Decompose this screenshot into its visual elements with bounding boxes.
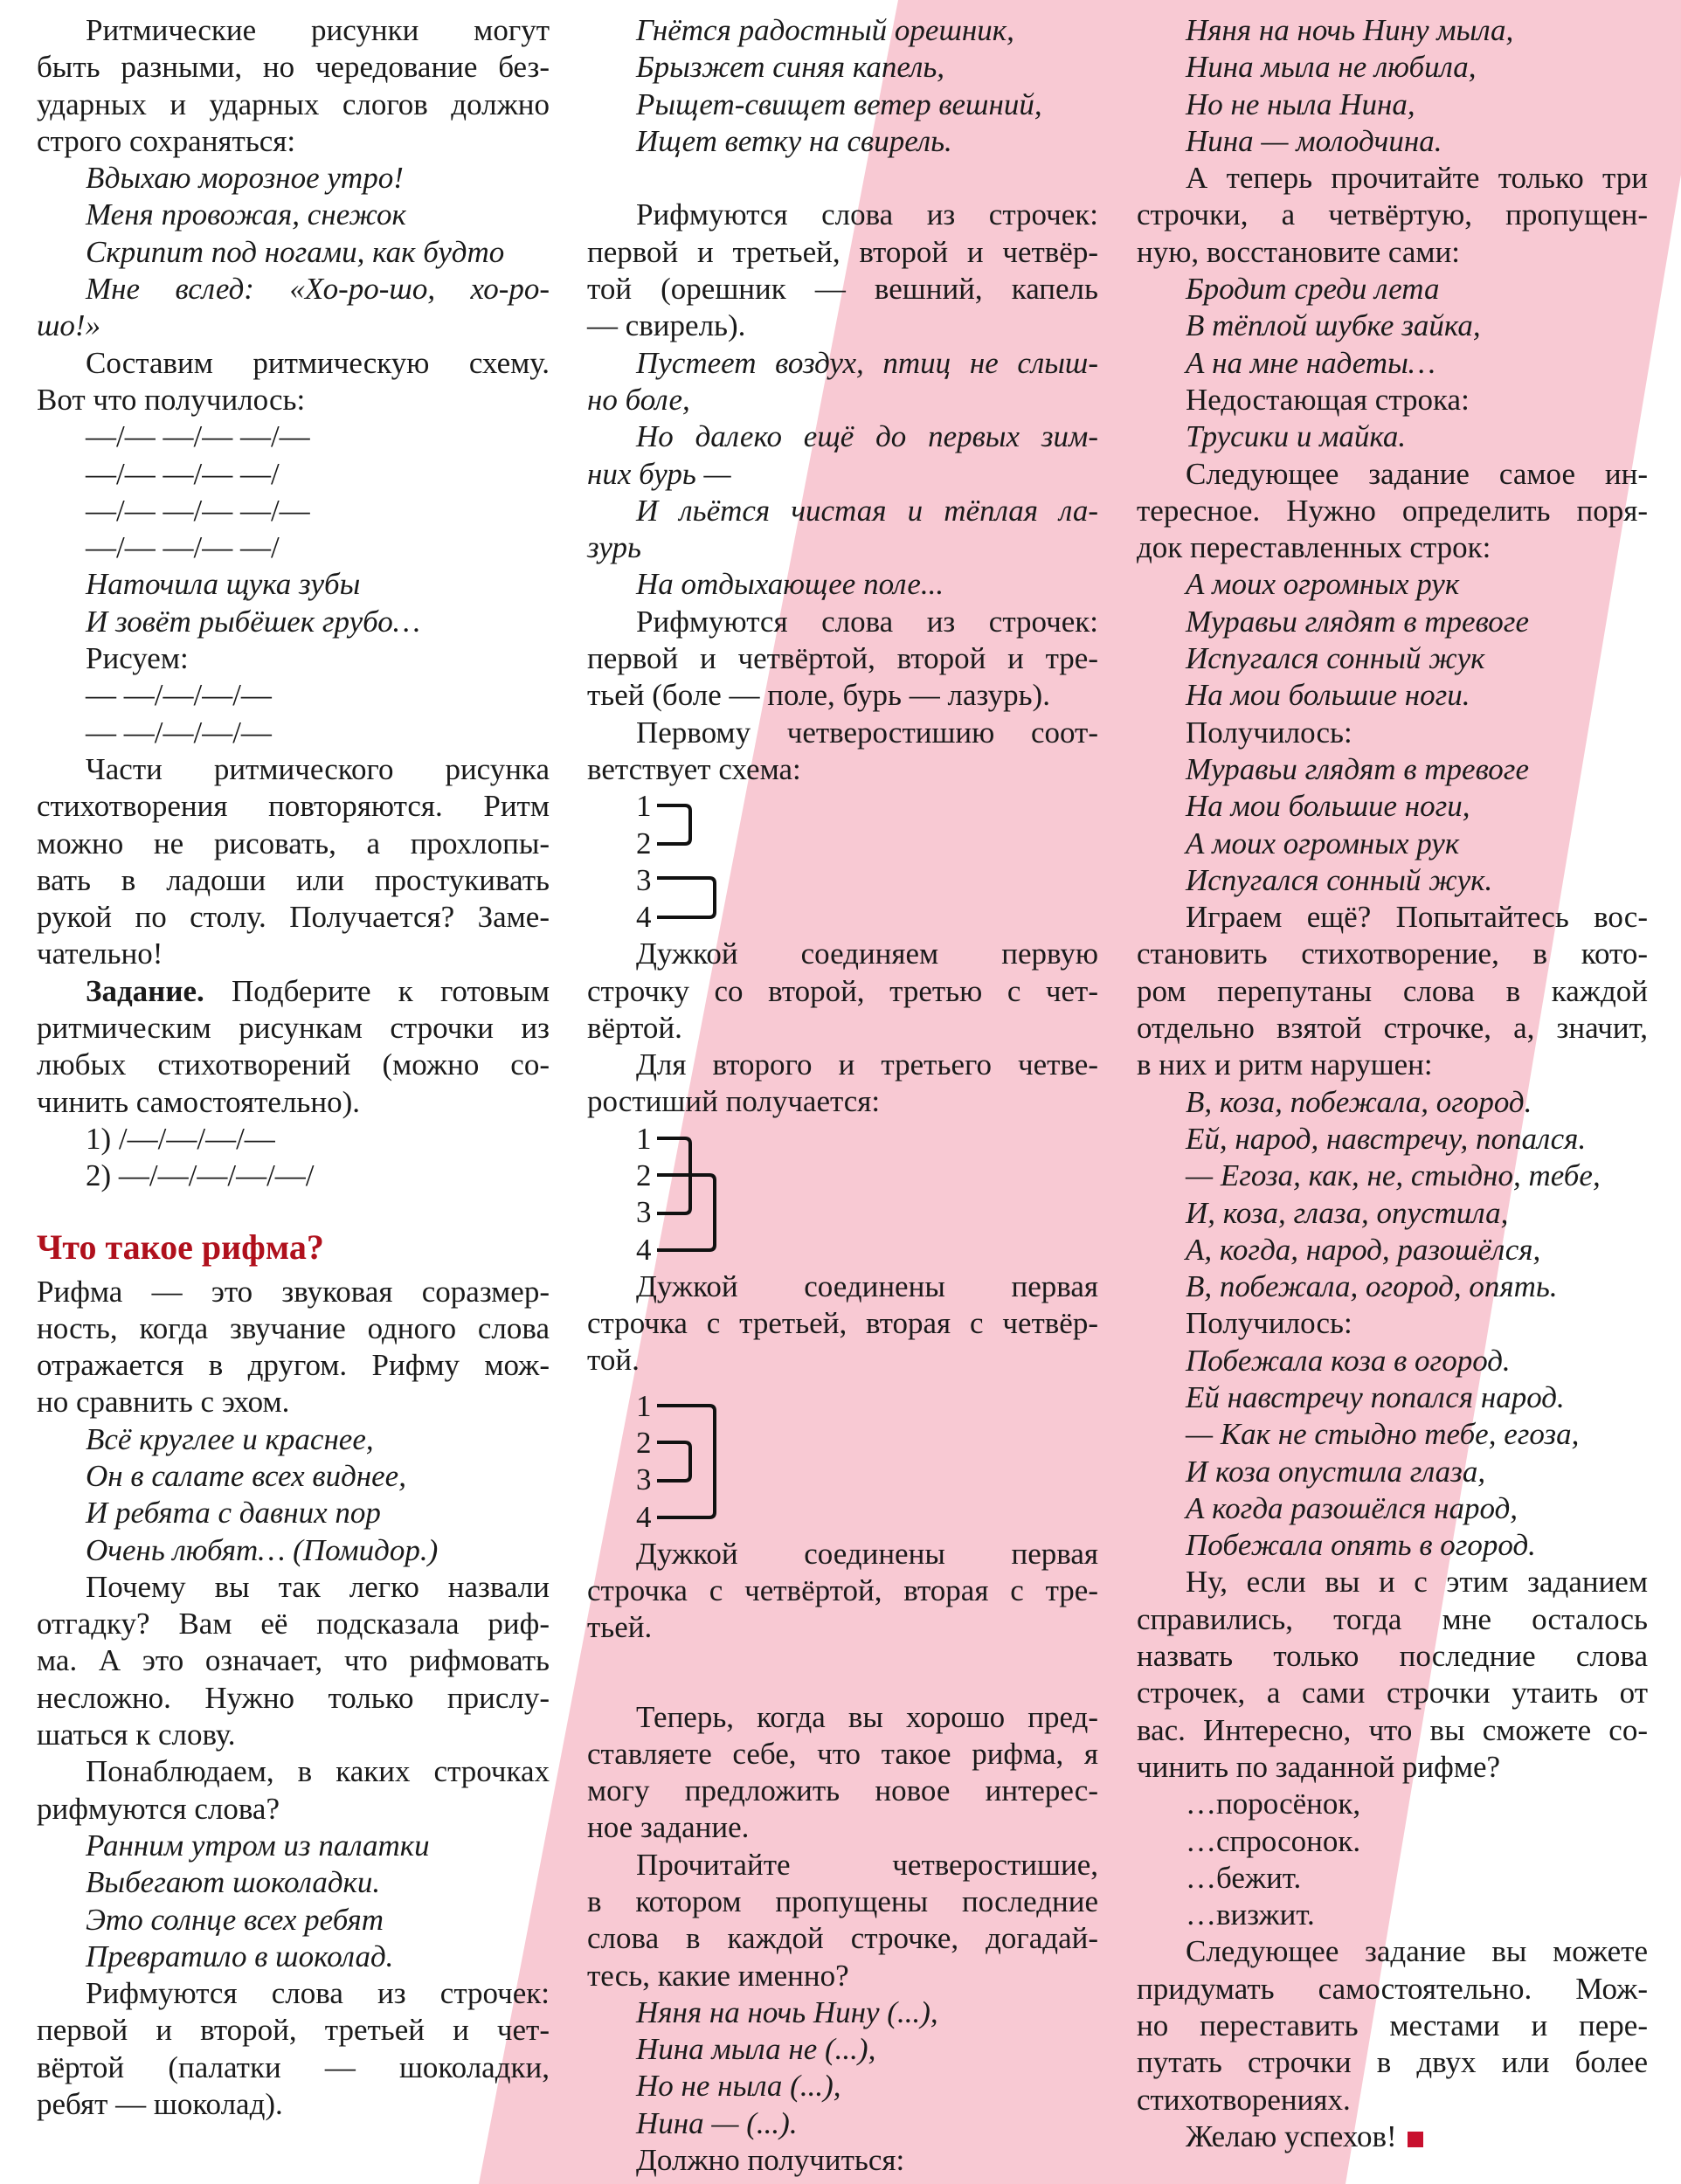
rhyme-scheme-cross [587,1121,1098,1268]
text-line: рукой по столу. Получается? Заме- [37,900,550,935]
text-line: Рифмуются слова из строчек: [636,197,1098,232]
poem-line: Нина — молодчина. [1186,123,1442,158]
text-line: строчек, а сами строчки утаить от [1137,1676,1648,1711]
rhyme-word: …визжит. [1186,1897,1315,1932]
poem-line: них бурь — [587,456,731,491]
text-line: становить стихотворение, в кото- [1137,936,1648,971]
text-line: можно не рисовать, а прохлопы- [37,826,550,860]
poem-line: Меня провожая, снежок [86,197,406,232]
poem-line: Ранним утром из палатки [86,1828,430,1863]
text-line: отражается в другом. Рифму мож- [37,1348,550,1383]
end-of-article-mark [1408,2132,1423,2147]
poem-line: Пустеет воздух, птиц не слыш- [636,345,1098,380]
scheme-number: 4 [636,1232,652,1267]
poem-line: Но далеко ещё до первых зим- [636,419,1098,454]
scheme-number: 4 [636,1499,652,1534]
text-line: тесь, какие именно? [587,1958,849,1993]
scheme-brackets [587,1388,762,1536]
text-line: той (орешник — вешний, капель [587,272,1098,307]
text-line: стихотворениях. [1137,2082,1351,2117]
scheme-brackets [587,1121,762,1268]
section-heading: Что такое рифма? [37,1227,324,1267]
text-line: Части ритмического рисунка [86,751,550,786]
poem-line: Он в салате всех виднее, [86,1458,406,1493]
poem-line: В, коза, побежала, огород. [1186,1084,1532,1119]
text-line: Почему вы так легко назвали [86,1569,550,1604]
poem-line: А когда разошёлся народ, [1186,1490,1518,1525]
poem-line: Няня на ночь Нину (...), [636,1994,938,2029]
text-line: слова в каждой строчке, догадай- [587,1921,1098,1956]
text-line: Следующее задание самое ин- [1186,456,1648,491]
text-line: в них и ритм нарушен: [1137,1047,1433,1082]
text-line: строчку со второй, третью с чет- [587,973,1098,1008]
poem-line: зурь [587,530,641,565]
text-line: Дужкой соединяем первую [636,936,1098,971]
text-line: Должно получиться: [636,2143,905,2178]
poem-line: А моих огромных рук [1186,826,1460,860]
text-line: Получилось: [1186,1306,1352,1341]
text-line: быть разными, но чередование без- [37,50,550,85]
poem-line: — Как не стыдно тебе, егоза, [1186,1417,1580,1452]
text-line: отгадку? Вам её подсказала риф- [37,1607,550,1641]
poem-line: На отдыхающее поле... [636,567,944,602]
poem-line: Испугался сонный жук. [1186,862,1493,897]
bracket-2-3 [657,1442,690,1481]
text-line: ма. А это означает, что рифмовать [37,1643,550,1678]
poem-line: Вдыхаю морозное утро! [86,161,404,196]
column-right [1137,12,1648,2155]
rhyme-scheme-adjacent [587,788,1098,936]
text-line: ударных и ударных слогов должно [37,86,550,121]
text-line: первой и четвёртой, второй и тре- [587,641,1098,676]
text-line: Дужкой соединены первая [636,1536,1098,1571]
poem-line: Ей навстречу попался народ. [1186,1379,1565,1414]
poem-line: Муравьи глядят в тревоге [1186,604,1529,639]
poem-line: Брызжет синяя капель, [636,50,945,85]
text-line: док переставленных строк: [1137,530,1491,565]
text-line: тьей (боле — поле, бурь — лазурь). [587,678,1050,713]
text-line: ростиший получается: [587,1084,881,1119]
text-line: строчка с четвёртой, вторая с тре- [587,1572,1098,1607]
scheme-number: 1 [636,1388,652,1423]
text-line: ное задание. [587,1810,750,1845]
poem-line: Наточила щука зубы [86,567,361,602]
text-line: Недостающая строка: [1186,382,1470,417]
text-line: стихотворения повторяются. Ритм [37,789,550,824]
poem-line: И ребята с давних пор [86,1496,381,1531]
rhyme-scheme-enclosing [587,1388,1098,1536]
text-line: Рифма — это звуковая соразмер- [37,1274,550,1309]
poem-line: Побежала коза в огород. [1186,1343,1511,1378]
text-line: любых стихотворений (можно со- [37,1047,550,1082]
text-line: путать строчки в двух или более [1137,2045,1648,2080]
rhythm-scheme-line: —/— —/— —/ [86,456,280,491]
text-line: строчка с третьей, вторая с четвёр- [587,1306,1098,1341]
task-line [37,973,550,1010]
text-line: Теперь, когда вы хорошо пред- [636,1699,1098,1734]
text-line: могу предложить новое интерес- [587,1773,1098,1808]
text-line: чинить самостоятельно). [37,1084,361,1119]
scheme-number: 3 [636,1462,652,1497]
text-line: той. [587,1343,640,1378]
poem-line: И зовёт рыбёшек грубо… [86,604,420,639]
poem-line: А на мне надеты… [1186,345,1435,380]
poem-line: Ей, народ, навстречу, попался. [1186,1121,1587,1156]
rhyme-word: …поросёнок, [1186,1787,1361,1821]
poem-line: На мои большие ноги. [1186,678,1470,713]
spacer [587,160,1098,197]
text-line: Первому четверостишию соот- [636,715,1098,750]
text-line: Рифмуются слова из строчек: [86,1976,550,2011]
text-line: рифмуются слова? [37,1791,280,1826]
poem-line: В, побежала, огород, опять. [1186,1269,1558,1304]
poem-line: Бродит среди лета [1186,272,1440,307]
scheme-number: 3 [636,862,652,897]
closing-line [1137,2118,1648,2155]
poem-line: Муравьи глядят в тревоге [1186,751,1529,786]
text-line: вас. Интересно, что вы сможете со- [1137,1712,1648,1747]
poem-line: Няня на ночь Нину мыла, [1186,13,1514,47]
poem-line: Гнётся радостный орешник, [636,13,1014,47]
text-line: тьей. [587,1610,653,1645]
poem-line: но боле, [587,382,690,417]
text-line: Прочитайте четверостишие, [636,1847,1098,1882]
poem-line: Трусики и майка. [1186,419,1407,454]
text-line: Составим ритмическую схему. [86,345,550,380]
text-line: но сравнить с эхом. [37,1385,290,1420]
task-text: Подберите к готовым [204,973,550,1008]
poem-line: Это солнце всех ребят [86,1902,384,1937]
rhyme-word: …бежит. [1186,1860,1302,1895]
text-line: вёртой (палатки — шоколадки, [37,2049,550,2084]
rhythm-scheme-line: — —/—/—/— [86,678,272,713]
text-line: Следующее задание вы можете [1186,1934,1648,1969]
rhythm-scheme-line: —/— —/— —/— [86,419,310,454]
poem-line: В тёплой шубке зайка, [1186,308,1481,343]
text-line: первой и третьей, второй и четвёр- [587,234,1098,269]
text-line: ность, когда звучание одного слова [37,1310,550,1345]
poem-line: Выбегают шоколадки. [86,1865,381,1900]
column-middle [587,12,1098,2179]
text-line: в котором пропущены последние [587,1883,1098,1918]
scheme-number: 1 [636,789,652,824]
poem-line: Нина мыла не любила, [1186,50,1477,85]
scheme-number: 4 [636,900,652,935]
text-line: ветствует схема: [587,751,801,786]
text-line: А теперь прочитайте только три [1186,161,1648,196]
text-line: Понаблюдаем, в каких строчках [86,1754,550,1789]
poem-line: Нина — (...). [636,2105,798,2140]
text-line: ром перепутаны слова в каждой [1137,973,1648,1008]
rhythm-scheme-line: —/— —/— —/— [86,493,310,528]
poem-line: Очень любят… (Помидор.) [86,1532,439,1567]
poem-line: И льётся чистая и тёплая ла- [636,493,1098,528]
text-line: справились, тогда мне осталось [1137,1601,1648,1636]
column-left [37,12,550,2123]
text-line: строчки, а четвёртую, пропущен- [1137,197,1648,232]
poem-line: Рыщет-свищет ветер вешний, [636,86,1042,121]
poem-line: — Егоза, как, не, стыдно, тебе, [1186,1158,1601,1193]
text-line: Вот что получилось: [37,382,306,417]
poem-line: Побежала опять в огород. [1186,1528,1536,1563]
scheme-number: 2 [636,826,652,860]
poem-line: На мои большие ноги, [1186,789,1470,824]
text-line: шаться к слову. [37,1717,236,1752]
rhythm-scheme-line: — —/—/—/— [86,715,272,750]
poem-line: А, когда, народ, разошёлся, [1186,1232,1541,1267]
text-line: Играем ещё? Попытайтесь вос- [1186,900,1648,935]
closing-text: Желаю успехов! [1186,2118,1397,2153]
scheme-number: 2 [636,1425,652,1460]
text-line: придумать самостоятельно. Мож- [1137,1971,1648,2006]
poem-line: И, коза, глаза, опустила, [1186,1195,1509,1230]
poem-line: А моих огромных рук [1186,567,1460,602]
text-line: Ну, если вы и с этим заданием [1186,1565,1648,1600]
poem-line: Нина мыла не (...), [636,2032,876,2067]
text-line: ную, восстановите сами: [1137,234,1461,269]
scheme-brackets [587,788,762,936]
poem-line: Мне вслед: «Хо-ро-шо, хо-ро- [86,272,550,307]
text-line: ритмическим рисункам строчки из [37,1011,550,1046]
text-line: Для второго и третьего четве- [636,1047,1098,1082]
text-line: строго сохраняться: [37,123,296,158]
poem-line: Скрипит под ногами, как будто [86,234,505,269]
poem-line: Ищет ветку на свирель. [636,123,952,158]
task-item: 2) —/—/—/—/—/ [86,1158,315,1193]
text-line: чательно! [37,936,163,971]
text-line: назвать только последние слова [1137,1639,1648,1674]
scheme-number: 3 [636,1195,652,1230]
bracket-3-4 [657,878,715,917]
rhythm-scheme-line: —/— —/— —/ [86,530,280,565]
text-line: Рифмуются слова из строчек: [636,604,1098,639]
poem-line: Испугался сонный жук [1186,641,1485,676]
text-line: ребят — шоколад). [37,2087,283,2122]
text-line: Рисуем: [86,641,189,676]
text-line: отдельно взятой строчке, а, значит, [1137,1011,1648,1046]
text-line: вать в ладоши или простукивать [37,862,550,897]
scheme-number: 2 [636,1158,652,1193]
text-line: несложно. Нужно только прислу- [37,1680,550,1715]
text-line: чинить по заданной рифме? [1137,1749,1501,1784]
poem-line: Всё круглее и краснее, [86,1421,374,1456]
task-item: 1) /—/—/—/— [86,1121,275,1156]
poem-line: шо!» [37,308,101,343]
text-line: Получилось: [1186,715,1352,750]
text-line: первой и второй, третьей и чет- [37,2013,550,2048]
text-line: тересное. Нужно определить поря- [1137,493,1648,528]
poem-line: Но не ныла Нина, [1186,86,1415,121]
spacer [587,1379,1098,1388]
text-line: Ритмические рисунки могут [86,13,550,47]
text-line: но переставить местами и пере- [1137,2008,1648,2043]
poem-line: Но не ныла (...), [636,2069,841,2104]
poem-line: Превратило в шоколад. [86,1939,394,1973]
task-label: Задание. [86,973,204,1008]
text-line: вёртой. [587,1010,682,1045]
text-line: Дужкой соединены первая [636,1268,1098,1303]
scheme-number: 1 [636,1121,652,1156]
text-line: ставляете себе, что такое рифма, я [587,1736,1098,1771]
rhyme-word: …спросонок. [1186,1823,1361,1858]
text-line: — свирель). [587,308,746,343]
spacer [587,1647,1098,1699]
poem-line: И коза опустила глаза, [1186,1454,1486,1489]
bracket-1-4 [657,1406,715,1517]
bracket-1-2 [657,805,690,844]
